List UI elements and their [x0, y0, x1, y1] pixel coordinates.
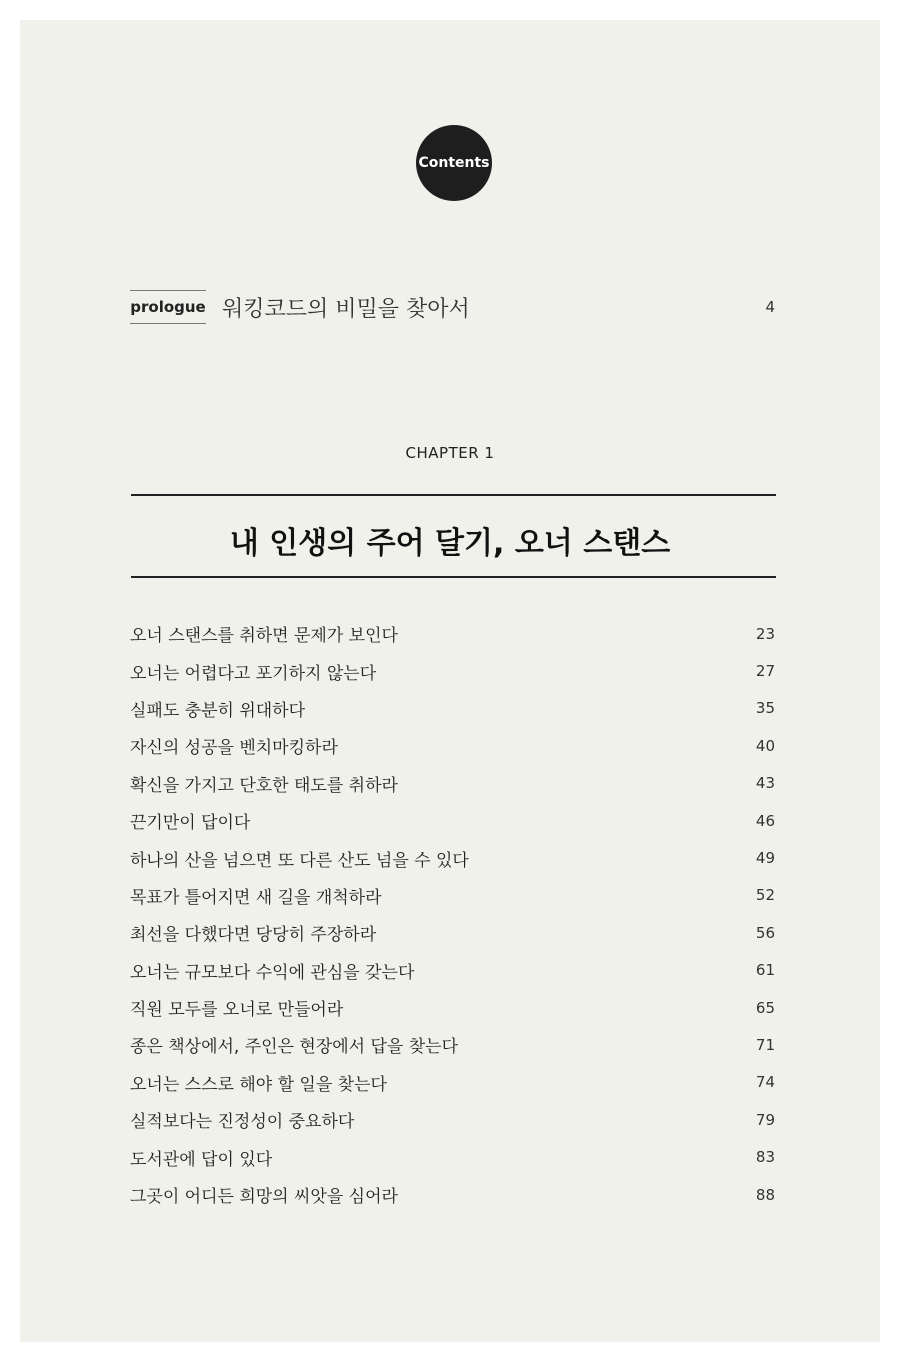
- toc-item-title: 확신을 가지고 단호한 태도를 취하라: [130, 775, 398, 796]
- toc-item-title: 종은 책상에서, 주인은 현장에서 답을 찾는다: [130, 1037, 459, 1058]
- toc-item[interactable]: [130, 839, 775, 876]
- toc-item-title: 오너는 스스로 해야 할 일을 찾는다: [130, 1074, 387, 1095]
- chapter-top-rule: [131, 494, 776, 496]
- toc-item-page-number: 88: [755, 1185, 775, 1204]
- chapter-bottom-rule: [131, 576, 776, 578]
- toc-item-title: 오너는 어렵다고 포기하지 않는다: [130, 663, 377, 684]
- toc-item-title: 실적보다는 진정성이 중요하다: [130, 1112, 355, 1133]
- toc-item-title: 하나의 산을 넘으면 또 다른 산도 넘을 수 있다: [130, 850, 469, 871]
- toc-item[interactable]: [130, 1064, 775, 1101]
- contents-badge-label: Contents: [418, 155, 490, 171]
- toc-item-page-number: 40: [755, 736, 775, 755]
- toc-item-page-number: 49: [755, 849, 775, 868]
- toc-item-title: 직원 모두를 오너로 만들어라: [130, 1000, 344, 1021]
- toc-item[interactable]: [130, 914, 775, 951]
- toc-item[interactable]: [130, 1138, 775, 1175]
- prologue-entry[interactable]: [130, 276, 775, 336]
- chapter-title: 내 인생의 주어 달기, 오너 스탠스: [229, 526, 671, 561]
- toc-item-page-number: 46: [755, 811, 775, 830]
- toc-item-page-number: 74: [755, 1073, 775, 1092]
- toc-item-page-number: 65: [755, 998, 775, 1017]
- toc-item-page-number: 43: [755, 774, 775, 793]
- toc-item[interactable]: [130, 615, 775, 652]
- toc-item[interactable]: [130, 952, 775, 989]
- toc-item-title: 그곳이 어디든 희망의 씨앗을 심어라: [130, 1187, 398, 1208]
- toc-item[interactable]: [130, 1176, 775, 1213]
- toc-item[interactable]: [130, 802, 775, 839]
- toc-item-page-number: 27: [755, 662, 775, 681]
- toc-item-title: 자신의 성공을 벤치마킹하라: [130, 738, 338, 759]
- toc-item[interactable]: [130, 1026, 775, 1063]
- toc-item-title: 도서관에 답이 있다: [130, 1149, 273, 1170]
- toc-item-title: 최선을 다했다면 당당히 주장하라: [130, 925, 377, 946]
- contents-badge: [416, 125, 492, 201]
- toc-item[interactable]: [130, 877, 775, 914]
- toc-item[interactable]: [130, 690, 775, 727]
- toc-item-page-number: 56: [755, 923, 775, 942]
- toc-item[interactable]: [130, 727, 775, 764]
- toc-item-title: 목표가 틀어지면 새 길을 개척하라: [130, 887, 382, 908]
- toc-item-page-number: 83: [755, 1148, 775, 1167]
- prologue-title: 워킹코드의 비밀을 찾아서: [222, 297, 470, 322]
- toc-item-page-number: 23: [755, 624, 775, 643]
- toc-item[interactable]: [130, 989, 775, 1026]
- toc-item-title: 끈기만이 답이다: [130, 813, 251, 834]
- toc-list: [130, 615, 775, 1213]
- book-page: [20, 20, 880, 1342]
- toc-item-page-number: 79: [755, 1110, 775, 1129]
- toc-item[interactable]: [130, 652, 775, 689]
- prologue-page-number: 4: [765, 298, 775, 316]
- toc-item-title: 실패도 충분히 위대하다: [130, 700, 306, 721]
- toc-item[interactable]: [130, 1101, 775, 1138]
- toc-item[interactable]: [130, 765, 775, 802]
- toc-item-page-number: 71: [755, 1035, 775, 1054]
- toc-item-page-number: 61: [755, 961, 775, 980]
- chapter-label: CHAPTER 1: [405, 444, 495, 462]
- toc-item-title: 오너 스탠스를 취하면 문제가 보인다: [130, 626, 398, 647]
- prologue-tag: prologue: [130, 290, 206, 324]
- toc-item-page-number: 52: [755, 886, 775, 905]
- toc-item-title: 오너는 규모보다 수익에 관심을 갖는다: [130, 962, 415, 983]
- toc-item-page-number: 35: [755, 699, 775, 718]
